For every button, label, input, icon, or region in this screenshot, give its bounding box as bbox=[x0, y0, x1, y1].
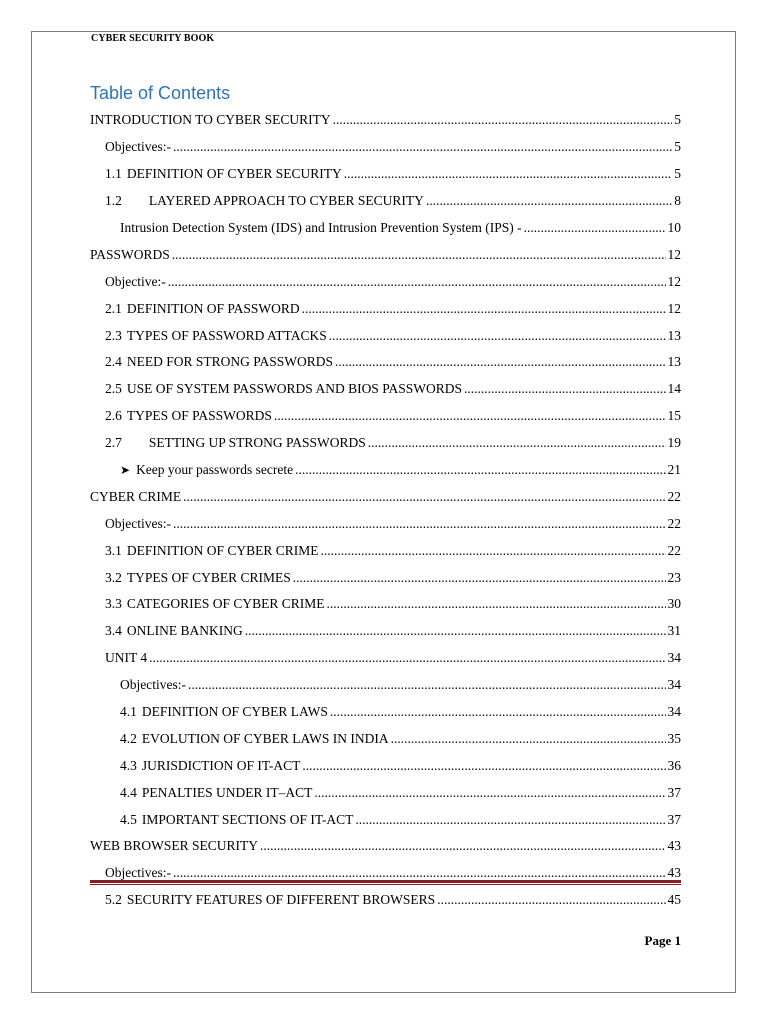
toc-entry-text: JURISDICTION OF IT-ACT bbox=[141, 757, 301, 773]
toc-entry-number: 1.2 bbox=[105, 193, 122, 209]
toc-entry[interactable] bbox=[90, 779, 681, 806]
toc-entry-page: 37 bbox=[667, 811, 681, 827]
toc-dot-leader bbox=[173, 865, 666, 881]
toc-dot-leader bbox=[344, 166, 672, 182]
toc-entry-page: 5 bbox=[674, 112, 681, 128]
toc-entry-page: 34 bbox=[667, 677, 681, 693]
toc-list bbox=[90, 107, 681, 914]
toc-entry-text: ONLINE BANKING bbox=[126, 623, 243, 639]
toc-entry[interactable] bbox=[90, 483, 681, 510]
toc-dot-leader bbox=[245, 623, 666, 639]
toc-entry-page: 22 bbox=[667, 542, 681, 558]
toc-entry-number: 2.6 bbox=[105, 408, 122, 424]
toc-entry-page: 21 bbox=[667, 462, 681, 478]
toc-entry-page: 34 bbox=[667, 650, 681, 666]
toc-entry-number: 2.4 bbox=[105, 354, 122, 370]
toc-entry-page: 45 bbox=[667, 892, 681, 908]
toc-entry-number: 3.1 bbox=[105, 542, 122, 558]
toc-entry-text: IMPORTANT SECTIONS OF IT-ACT bbox=[141, 811, 354, 827]
toc-dot-leader bbox=[188, 677, 666, 693]
toc-dot-leader bbox=[149, 650, 665, 666]
toc-entry[interactable] bbox=[90, 430, 681, 457]
toc-entry[interactable] bbox=[90, 725, 681, 752]
toc-entry-number: 1.1 bbox=[105, 166, 122, 182]
toc-entry-text: LAYERED APPROACH TO CYBER SECURITY bbox=[148, 193, 424, 209]
toc-entry[interactable] bbox=[90, 161, 681, 188]
toc-entry[interactable] bbox=[90, 268, 681, 295]
toc-entry-text: TYPES OF PASSWORD ATTACKS bbox=[126, 327, 327, 343]
toc-entry[interactable] bbox=[90, 241, 681, 268]
toc-entry-page: 36 bbox=[667, 757, 681, 773]
toc-entry-text: Objective:- bbox=[105, 273, 166, 289]
toc-entry-text: PASSWORDS bbox=[90, 246, 170, 262]
toc-entry-number: 4.3 bbox=[120, 757, 137, 773]
toc-entry-text: INTRODUCTION TO CYBER SECURITY bbox=[90, 112, 331, 128]
toc-dot-leader bbox=[321, 543, 666, 559]
toc-entry-text: EVOLUTION OF CYBER LAWS IN INDIA bbox=[141, 730, 389, 746]
running-header: CYBER SECURITY BOOK bbox=[91, 33, 215, 44]
toc-entry-text: USE OF SYSTEM PASSWORDS AND BIOS PASSWORDS bbox=[126, 381, 462, 397]
toc-title: Table of Contents bbox=[90, 83, 231, 103]
toc-entry-page: 8 bbox=[674, 193, 681, 209]
toc-entry[interactable] bbox=[90, 510, 681, 537]
toc-entry-text: Intrusion Detection System (IDS) and Intrusion Prevention System (IPS) - bbox=[120, 220, 522, 235]
toc-entry-text: DEFINITION OF CYBER LAWS bbox=[141, 704, 328, 720]
toc-entry[interactable] bbox=[90, 833, 681, 860]
toc-entry-text: CYBER CRIME bbox=[90, 488, 182, 504]
footer-rule-thin bbox=[90, 884, 681, 885]
toc-entry-page: 30 bbox=[667, 596, 681, 612]
toc-entry-page: 12 bbox=[667, 300, 681, 316]
toc-entry-text: DEFINITION OF CYBER SECURITY bbox=[126, 166, 342, 182]
toc-entry-text: PENALTIES UNDER IT–ACT bbox=[141, 784, 313, 800]
toc-entry-page: 43 bbox=[667, 838, 681, 854]
toc-entry-text: Objectives:- bbox=[105, 865, 171, 881]
toc-entry-text: Keep your passwords secrete bbox=[136, 462, 294, 478]
toc-entry-number: 5.2 bbox=[105, 892, 122, 908]
toc-entry-page: 34 bbox=[667, 704, 681, 720]
toc-dot-leader bbox=[437, 892, 665, 908]
toc-entry-number: 4.4 bbox=[120, 784, 137, 800]
toc-dot-leader bbox=[464, 381, 666, 397]
toc-entry-text: NEED FOR STRONG PASSWORDS bbox=[126, 354, 334, 370]
toc-dot-leader bbox=[327, 596, 666, 612]
toc-entry[interactable] bbox=[90, 887, 681, 914]
toc-entry[interactable] bbox=[90, 322, 681, 349]
toc-entry-text: TYPES OF CYBER CRIMES bbox=[126, 569, 291, 585]
toc-entry-number: 3.4 bbox=[105, 623, 122, 639]
toc-entry[interactable] bbox=[90, 806, 681, 833]
toc-entry[interactable] bbox=[90, 295, 681, 322]
toc-entry-number: 4.2 bbox=[120, 730, 137, 746]
toc-entry-page: 13 bbox=[667, 354, 681, 370]
toc-entry-page: 23 bbox=[667, 569, 681, 585]
toc-dot-leader bbox=[274, 408, 666, 424]
toc-entry-page: 43 bbox=[667, 865, 681, 881]
toc-entry-text: WEB BROWSER SECURITY bbox=[90, 838, 259, 854]
toc-dot-leader bbox=[524, 220, 666, 236]
toc-dot-leader bbox=[172, 247, 666, 263]
toc-dot-leader bbox=[333, 112, 673, 128]
toc-entry-text: DEFINITION OF PASSWORD bbox=[126, 300, 300, 316]
toc-entry[interactable] bbox=[90, 564, 681, 591]
toc-entry-page: 31 bbox=[667, 623, 681, 639]
toc-entry[interactable] bbox=[90, 134, 681, 161]
toc-entry[interactable] bbox=[90, 457, 681, 484]
toc-dot-leader bbox=[183, 489, 665, 505]
toc-entry-text: Objectives:- bbox=[105, 515, 171, 531]
toc-entry[interactable] bbox=[90, 188, 681, 215]
toc-entry[interactable] bbox=[90, 403, 681, 430]
toc-entry-text: Objectives:- bbox=[120, 677, 186, 693]
toc-dot-leader bbox=[302, 301, 666, 317]
toc-entry-number: 3.3 bbox=[105, 596, 122, 612]
toc-dot-leader bbox=[314, 785, 665, 801]
toc-entry-page: 37 bbox=[667, 784, 681, 800]
toc-entry-page: 12 bbox=[667, 273, 681, 289]
toc-dot-leader bbox=[426, 193, 672, 209]
toc-entry[interactable] bbox=[90, 107, 681, 134]
toc-entry[interactable] bbox=[90, 591, 681, 618]
toc-entry[interactable] bbox=[90, 699, 681, 726]
toc-dot-leader bbox=[168, 274, 666, 290]
toc-dot-leader bbox=[391, 731, 666, 747]
toc-entry-text: CATEGORIES OF CYBER CRIME bbox=[126, 596, 325, 612]
page-number: Page 1 bbox=[644, 933, 681, 948]
toc-entry-page: 22 bbox=[667, 515, 681, 531]
toc-entry-text: DEFINITION OF CYBER CRIME bbox=[126, 542, 319, 558]
toc-entry-text: Objectives:- bbox=[105, 139, 171, 155]
toc-entry-number: 4.5 bbox=[120, 811, 137, 827]
toc-dot-leader bbox=[295, 462, 665, 478]
toc-entry[interactable] bbox=[90, 645, 681, 672]
toc-dot-leader bbox=[330, 704, 666, 720]
toc-entry-page: 14 bbox=[667, 381, 681, 397]
toc-entry-number: 2.5 bbox=[105, 381, 122, 397]
toc-dot-leader bbox=[302, 758, 665, 774]
toc-entry-number: 3.2 bbox=[105, 569, 122, 585]
toc-entry-text: UNIT 4 bbox=[105, 650, 148, 666]
bullet-arrow-icon: ➤ bbox=[120, 462, 131, 477]
toc-entry[interactable] bbox=[90, 618, 681, 645]
toc-entry-page: 12 bbox=[667, 246, 681, 262]
toc-entry-page: 5 bbox=[674, 166, 681, 182]
toc-entry[interactable] bbox=[90, 672, 681, 699]
toc-dot-leader bbox=[173, 139, 672, 155]
toc-dot-leader bbox=[355, 812, 665, 828]
toc-dot-leader bbox=[335, 354, 665, 370]
toc-entry-page: 13 bbox=[667, 327, 681, 343]
footer-rule-thick bbox=[90, 880, 681, 883]
toc-dot-leader bbox=[368, 435, 666, 451]
toc-entry-number: 2.3 bbox=[105, 327, 122, 343]
toc-entry-page: 5 bbox=[674, 139, 681, 155]
toc-entry-text: SETTING UP STRONG PASSWORDS bbox=[148, 435, 366, 451]
toc-entry-page: 10 bbox=[667, 220, 681, 235]
toc-dot-leader bbox=[329, 328, 666, 344]
toc-entry[interactable] bbox=[90, 537, 681, 564]
toc-entry-number: 2.1 bbox=[105, 300, 122, 316]
toc-entry-page: 15 bbox=[667, 408, 681, 424]
toc-entry-number: 2.7 bbox=[105, 435, 122, 451]
toc-entry-page: 19 bbox=[667, 435, 681, 451]
toc-entry-number: 4.1 bbox=[120, 704, 137, 720]
toc-entry-page: 22 bbox=[667, 488, 681, 504]
toc-dot-leader bbox=[173, 516, 666, 532]
toc-entry-text: TYPES OF PASSWORDS bbox=[126, 408, 272, 424]
toc-entry[interactable] bbox=[90, 215, 681, 242]
toc-dot-leader bbox=[293, 570, 666, 586]
toc-entry[interactable] bbox=[90, 376, 681, 403]
toc-entry[interactable] bbox=[90, 752, 681, 779]
toc-dot-leader bbox=[260, 838, 665, 854]
toc-entry-text: SECURITY FEATURES OF DIFFERENT BROWSERS bbox=[126, 892, 436, 908]
toc-entry[interactable] bbox=[90, 349, 681, 376]
toc-entry-page: 35 bbox=[667, 730, 681, 746]
